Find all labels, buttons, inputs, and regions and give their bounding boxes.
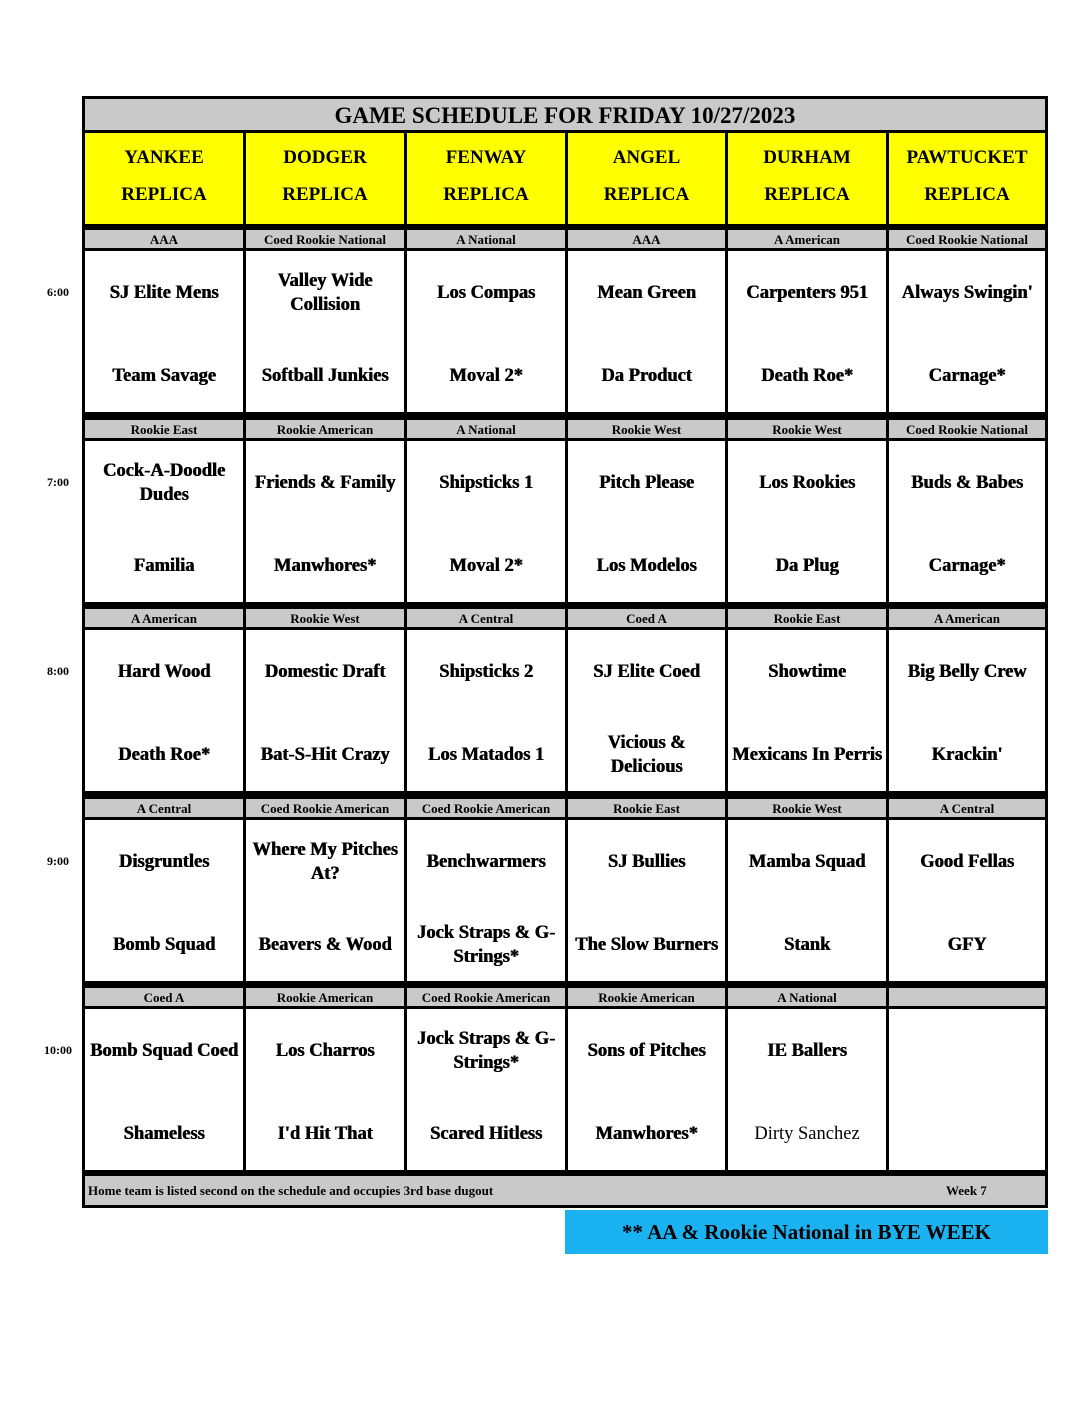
away-team: Friends & Family [254, 472, 396, 493]
game-cell [889, 630, 1045, 791]
division-label: Rookie East [85, 420, 243, 438]
field-name: DURHAM [763, 147, 851, 168]
division-label: Coed Rookie National [889, 230, 1045, 248]
game-cell [85, 251, 243, 412]
away-team [891, 1025, 1043, 1077]
division-label: Coed Rookie American [407, 988, 565, 1006]
home-team: Beavers & Wood [258, 934, 392, 955]
home-team: Scared Hitless [429, 1124, 543, 1144]
division-label: A American [728, 230, 886, 248]
game-cell [85, 630, 243, 791]
field-sub: REPLICA [121, 184, 207, 205]
home-team: Stank [783, 934, 831, 955]
home-team: Carnage* [928, 555, 1006, 576]
home-team: Krackin' [931, 745, 1003, 765]
division-label: A National [728, 988, 886, 1006]
away-team: Cock-A-Doodle Dudes [102, 460, 226, 505]
field-name: YANKEE [124, 147, 204, 168]
game-cell [246, 630, 404, 791]
home-team: Vicious & Delicious [607, 733, 686, 777]
field-sub: REPLICA [924, 184, 1010, 205]
home-team: Shameless [123, 1124, 205, 1144]
home-team: The Slow Burners [575, 934, 718, 955]
division-label: Coed Rookie American [246, 799, 404, 817]
game-cell [728, 251, 886, 412]
home-team: Familia [133, 555, 195, 576]
away-team: Benchwarmers [426, 851, 546, 872]
field-name: PAWTUCKET [906, 147, 1028, 168]
division-label: A Central [85, 799, 243, 817]
home-team: I'd Hit That [277, 1124, 373, 1144]
game-cell [728, 441, 886, 602]
schedule-title: GAME SCHEDULE FOR FRIDAY 10/27/2023 [85, 99, 1045, 130]
field-header-fenway [407, 133, 565, 224]
home-team: Da Plug [775, 555, 839, 576]
game-cell [85, 1009, 243, 1170]
game-cell [728, 1009, 886, 1170]
away-team: Shipsticks 2 [438, 662, 534, 682]
division-label: Rookie West [728, 799, 886, 817]
home-team: Bomb Squad [112, 934, 216, 955]
home-team: Manwhores* [595, 1124, 698, 1144]
division-label: Rookie American [246, 988, 404, 1006]
division-label [889, 988, 1045, 1006]
division-label: A National [407, 230, 565, 248]
away-team: IE Ballers [767, 1041, 847, 1061]
home-team: Manwhores* [273, 555, 377, 576]
field-header-angel [568, 133, 725, 224]
game-cell [85, 820, 243, 981]
away-team: SJ Elite Mens [109, 283, 219, 303]
home-team: Mexicans In Perris [731, 745, 883, 765]
game-cell [407, 441, 565, 602]
field-sub: REPLICA [603, 184, 690, 205]
home-team [891, 1108, 1043, 1160]
game-cell [728, 820, 886, 981]
division-label: A Central [407, 609, 565, 627]
field-header-dodger [246, 133, 404, 224]
away-team: Los Rookies [758, 472, 856, 493]
division-label: Rookie West [568, 420, 725, 438]
home-team: Death Roe* [761, 366, 853, 386]
game-cell [246, 1009, 404, 1170]
home-team: Bat-S-Hit Crazy [260, 745, 390, 765]
field-header-pawtucket [889, 133, 1045, 224]
away-team: Bomb Squad Coed [89, 1041, 239, 1061]
away-team: Mamba Squad [748, 851, 866, 872]
home-team: GFY [947, 934, 987, 955]
game-cell [246, 820, 404, 981]
away-team: Los Charros [275, 1041, 375, 1061]
home-team: Da Product [601, 366, 692, 386]
away-team: Always Swingin' [901, 283, 1033, 303]
game-cell [246, 251, 404, 412]
field-name: ANGEL [612, 147, 681, 168]
home-team: Jock Straps & G-Strings* [416, 922, 556, 967]
away-team: SJ Elite Coed [593, 662, 700, 682]
away-team: Shipsticks 1 [438, 472, 534, 493]
division-label: A National [407, 420, 565, 438]
away-team: Domestic Draft [264, 662, 386, 682]
home-team: Moval 2* [449, 555, 523, 576]
division-label: Coed Rookie American [407, 799, 565, 817]
away-team: Mean Green [597, 283, 696, 303]
home-team: Moval 2* [449, 366, 523, 386]
game-cell [889, 820, 1045, 981]
game-cell [728, 630, 886, 791]
game-cell [568, 251, 725, 412]
time-label: 9:00 [47, 853, 69, 868]
home-team-note: Home team is listed second on the schedule and occupies 3rd base dugout [88, 1183, 494, 1198]
home-team: Dirty Sanchez [754, 1124, 860, 1144]
game-cell [568, 630, 725, 791]
away-team: Jock Straps & G-Strings* [416, 1029, 556, 1073]
schedule-footer [85, 1176, 1045, 1205]
away-team: Showtime [767, 662, 847, 682]
division-label: AAA [85, 230, 243, 248]
game-cell [407, 820, 565, 981]
division-label: Coed Rookie National [889, 420, 1045, 438]
field-sub: REPLICA [764, 184, 850, 205]
game-cell [889, 251, 1045, 412]
home-team: Los Modelos [596, 555, 697, 576]
home-team: Team Savage [112, 366, 216, 386]
game-cell [889, 1009, 1045, 1170]
away-team: Carpenters 951 [746, 283, 868, 303]
time-label: 7:00 [47, 474, 69, 489]
away-team: Disgruntles [118, 851, 210, 872]
away-team: Valley Wide Collision [277, 271, 373, 315]
home-team: Softball Junkies [261, 366, 389, 386]
away-team: Big Belly Crew [907, 662, 1027, 682]
time-label: 10:00 [44, 1043, 72, 1057]
field-sub: REPLICA [443, 184, 529, 205]
away-team: Los Compas [436, 283, 536, 303]
division-label: Coed A [568, 609, 725, 627]
division-label: Rookie American [568, 988, 725, 1006]
game-cell [85, 441, 243, 602]
game-cell [407, 251, 565, 412]
division-label: Rookie American [246, 420, 404, 438]
field-header-durham [728, 133, 886, 224]
game-cell [407, 630, 565, 791]
division-label: Rookie East [568, 799, 725, 817]
schedule-table [82, 96, 1048, 1208]
home-team: Los Matados 1 [427, 745, 545, 765]
game-cell [407, 1009, 565, 1170]
home-team: Death Roe* [118, 745, 210, 765]
time-label: 6:00 [47, 285, 69, 299]
game-cell [889, 441, 1045, 602]
game-cell [246, 441, 404, 602]
time-label: 8:00 [47, 664, 69, 678]
field-header-yankee [85, 133, 243, 224]
division-label: AAA [568, 230, 725, 248]
bye-week-banner: ** AA & Rookie National in BYE WEEK [565, 1210, 1048, 1254]
field-sub: REPLICA [282, 184, 368, 205]
away-team: SJ Bullies [607, 851, 686, 872]
division-label: A Central [889, 799, 1045, 817]
field-name: DODGER [283, 147, 367, 168]
game-cell [568, 820, 725, 981]
field-name: FENWAY [445, 147, 527, 168]
division-label: Rookie West [728, 420, 886, 438]
away-team: Sons of Pitches [587, 1041, 706, 1061]
away-team: Where My Pitches At? [252, 839, 398, 884]
away-team: Good Fellas [919, 851, 1015, 872]
away-team: Buds & Babes [910, 472, 1024, 493]
division-label: Coed Rookie National [246, 230, 404, 248]
division-label: Coed A [85, 988, 243, 1006]
division-label: A American [889, 609, 1045, 627]
division-label: A American [85, 609, 243, 627]
game-cell [568, 1009, 725, 1170]
home-team: Carnage* [928, 366, 1006, 386]
away-team: Pitch Please [598, 472, 695, 493]
away-team: Hard Wood [117, 662, 211, 682]
division-label: Rookie West [246, 609, 404, 627]
week-label: Week 7 [946, 1183, 987, 1198]
game-cell [568, 441, 725, 602]
division-label: Rookie East [728, 609, 886, 627]
